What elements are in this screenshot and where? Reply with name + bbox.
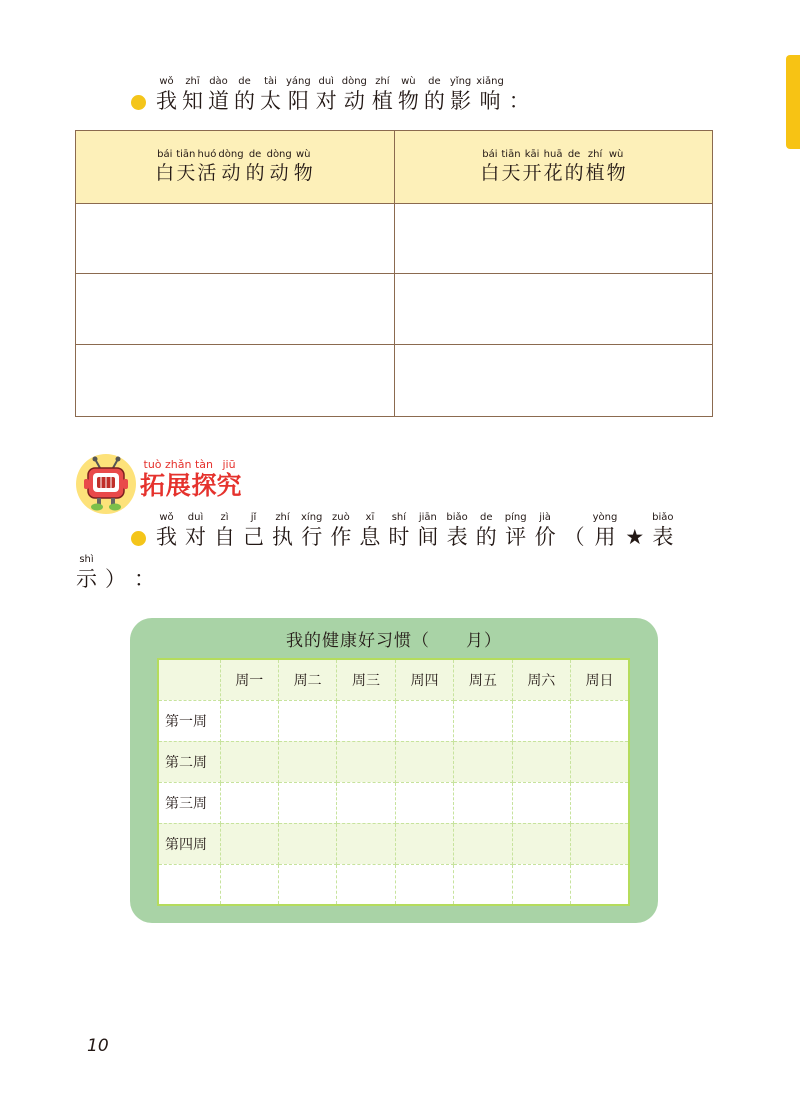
rating-cell[interactable] (337, 823, 395, 864)
table-row (158, 700, 629, 741)
pinyin-char (156, 76, 177, 114)
rating-cell[interactable] (454, 741, 512, 782)
pinyin: dòng (266, 149, 292, 160)
pinyin-char (523, 149, 542, 185)
sun-effect-table (75, 130, 713, 417)
rating-cell[interactable] (220, 823, 278, 864)
hanzi: 白 (155, 162, 175, 184)
hanzi: 太 (260, 89, 281, 113)
rating-cell[interactable] (337, 864, 395, 905)
pinyin-char (272, 512, 293, 550)
pinyin-char (424, 76, 445, 114)
pinyin: bái (482, 149, 498, 160)
hanzi: 花 (543, 162, 563, 184)
pinyin: bái (157, 149, 173, 160)
pinyin-char (535, 512, 556, 550)
pinyin-char (260, 76, 281, 114)
hanzi: 植 (585, 162, 605, 184)
question-2-continued (76, 554, 163, 592)
rating-cell[interactable] (278, 864, 336, 905)
hanzi: 物 (606, 162, 626, 184)
rating-cell[interactable] (512, 864, 570, 905)
row-header: 第一周 (158, 700, 220, 741)
pinyin-char (155, 149, 174, 185)
rating-cell[interactable] (571, 700, 629, 741)
hanzi: 的 (475, 525, 497, 549)
hanzi: 表 (652, 525, 674, 549)
pinyin-char (342, 76, 367, 114)
hanzi: ） (105, 567, 126, 591)
bullet-dot (131, 95, 146, 110)
rating-cell[interactable] (512, 782, 570, 823)
healthy-habits-card (130, 618, 658, 923)
rating-cell[interactable] (454, 700, 512, 741)
hanzi: 究 (216, 471, 242, 500)
rating-cell[interactable] (278, 782, 336, 823)
pinyin: de (248, 149, 262, 160)
column-header: 周五 (454, 659, 512, 700)
star-icon: ★ (625, 525, 645, 549)
pinyin-char (359, 512, 380, 550)
pinyin: zhí (375, 76, 390, 87)
column-header: 周二 (278, 659, 336, 700)
hanzi: 物 (293, 162, 313, 184)
pinyin: duì (187, 512, 204, 523)
rating-cell[interactable] (278, 823, 336, 864)
pinyin: jià (539, 512, 551, 523)
pinyin-char (446, 512, 467, 550)
pinyin-char (286, 76, 311, 114)
pinyin: jiū (222, 458, 236, 471)
pinyin-char (140, 459, 165, 501)
pinyin: xíng (301, 512, 323, 523)
hanzi: 天 (176, 162, 196, 184)
pinyin: wǒ (159, 76, 174, 87)
pinyin-char (372, 76, 393, 114)
pinyin: dòng (341, 76, 367, 87)
pinyin-char (388, 512, 409, 550)
hanzi: 我 (156, 525, 177, 549)
section-title (140, 459, 242, 501)
pinyin-char (565, 149, 584, 185)
pinyin-char (501, 149, 520, 185)
hanzi: 评 (505, 525, 527, 549)
header-daytime-flowers (395, 149, 713, 185)
table-row (158, 864, 629, 905)
hanzi: 的 (234, 89, 255, 113)
pinyin-char (105, 554, 126, 592)
pinyin: xī (365, 512, 375, 523)
pinyin-char (480, 149, 499, 185)
pinyin-char (450, 76, 471, 114)
page-number: 10 (87, 1036, 109, 1056)
rating-cell[interactable] (512, 700, 570, 741)
pinyin-char (134, 554, 155, 592)
row-header: 第三周 (158, 782, 220, 823)
rating-cell[interactable] (512, 823, 570, 864)
rating-cell[interactable] (395, 823, 453, 864)
pinyin-char (294, 149, 313, 185)
table-row (158, 782, 629, 823)
pinyin: wǒ (159, 512, 174, 523)
pinyin-char (76, 554, 97, 592)
pinyin-char (243, 512, 264, 550)
hanzi: 活 (197, 162, 217, 184)
hanzi: （ (563, 525, 585, 549)
rating-cell[interactable] (571, 782, 629, 823)
pinyin: kāi (524, 149, 540, 160)
pinyin: de (238, 76, 251, 87)
pinyin: zhī (185, 76, 200, 87)
hanzi: 探 (191, 471, 217, 500)
hanzi: ： (134, 567, 155, 591)
pinyin: shì (79, 554, 94, 565)
rating-cell[interactable] (220, 741, 278, 782)
rating-cell[interactable] (278, 700, 336, 741)
row-header (158, 864, 220, 905)
rating-cell[interactable] (571, 741, 629, 782)
pinyin: zì (220, 512, 229, 523)
pinyin-char (185, 512, 206, 550)
rating-cell[interactable] (278, 741, 336, 782)
pinyin: tiān (501, 149, 521, 160)
column-header: 周六 (512, 659, 570, 700)
rating-cell[interactable] (454, 782, 512, 823)
pinyin: huā (543, 149, 563, 160)
rating-cell[interactable] (337, 782, 395, 823)
hanzi: 天 (501, 162, 521, 184)
pinyin-char (176, 149, 195, 185)
hanzi: 对 (185, 525, 206, 549)
column-header: 周四 (395, 659, 453, 700)
answer-cell[interactable] (395, 345, 713, 416)
hanzi: 表 (446, 525, 468, 549)
pinyin: yǐng (449, 76, 472, 87)
pinyin: dòng (218, 149, 244, 160)
side-tab (786, 55, 800, 149)
hanzi: 行 (301, 525, 323, 549)
pinyin-char (625, 512, 644, 550)
answer-cell[interactable] (76, 274, 394, 344)
answer-cell[interactable] (76, 345, 394, 416)
rating-cell[interactable] (395, 741, 453, 782)
pinyin: de (480, 512, 493, 523)
pinyin: biǎo (446, 512, 468, 523)
pinyin-char (593, 512, 618, 550)
hanzi: ： (508, 89, 530, 113)
answer-cell[interactable] (395, 204, 713, 273)
hanzi: 拓 (140, 471, 166, 500)
pinyin: tài (264, 76, 277, 87)
question-2 (156, 512, 682, 550)
hanzi: 己 (243, 525, 264, 549)
hanzi: 示 (76, 567, 97, 591)
hanzi: 知 (182, 89, 203, 113)
bullet-dot (131, 531, 146, 546)
pinyin: tuò (143, 458, 162, 471)
card-title: 我的健康好习惯（ 月） (286, 631, 502, 651)
rating-cell[interactable] (571, 864, 629, 905)
rating-cell[interactable] (337, 700, 395, 741)
pinyin-char (544, 149, 563, 185)
pinyin-char (586, 149, 605, 185)
column-header: 周一 (220, 659, 278, 700)
pinyin-char (214, 512, 235, 550)
pinyin-char (417, 512, 438, 550)
pinyin: duì (318, 76, 334, 87)
pinyin: de (428, 76, 441, 87)
pinyin-char (267, 149, 292, 185)
hanzi: 展 (165, 471, 191, 500)
hanzi: 间 (417, 525, 439, 549)
pinyin-char (505, 512, 527, 550)
pinyin-char (234, 76, 255, 114)
rating-cell[interactable] (454, 823, 512, 864)
rating-cell[interactable] (220, 864, 278, 905)
pinyin-char (197, 149, 216, 185)
column-header: 周三 (337, 659, 395, 700)
hanzi: 白 (480, 162, 500, 184)
hanzi: 动 (343, 89, 365, 113)
pinyin: wù (401, 76, 416, 87)
pinyin: dào (209, 76, 228, 87)
pinyin: wù (608, 149, 624, 160)
pinyin-char (330, 512, 351, 550)
table-row (158, 741, 629, 782)
rating-cell[interactable] (395, 864, 453, 905)
hanzi: 价 (534, 525, 556, 549)
hanzi: 对 (315, 89, 337, 113)
hanzi: 物 (397, 89, 419, 113)
pinyin-char (218, 149, 243, 185)
pinyin: yáng (286, 76, 311, 87)
pinyin: biǎo (652, 512, 674, 523)
hanzi: 作 (330, 525, 352, 549)
pinyin: zhǎn (165, 458, 192, 471)
hanzi: 动 (221, 162, 241, 184)
pinyin-char (301, 512, 322, 550)
hanzi: 阳 (287, 89, 309, 113)
pinyin-char (564, 512, 585, 550)
hanzi: 动 (269, 162, 289, 184)
hanzi: 开 (522, 162, 542, 184)
pinyin: tàn (194, 458, 213, 471)
rating-cell[interactable] (454, 864, 512, 905)
column-header: 周日 (571, 659, 629, 700)
hanzi: 时 (388, 525, 410, 549)
hanzi: 道 (208, 89, 229, 113)
hanzi: 影 (450, 89, 472, 113)
pinyin: jiān (418, 512, 437, 523)
hanzi: 执 (272, 525, 293, 549)
pinyin: zuò (332, 512, 350, 523)
rating-cell[interactable] (337, 741, 395, 782)
pinyin: píng (504, 512, 527, 523)
rating-cell[interactable] (220, 782, 278, 823)
header-daytime-animals (76, 149, 394, 185)
answer-cell[interactable] (395, 274, 713, 344)
pinyin-char (191, 459, 216, 501)
pinyin-char (398, 76, 419, 114)
hanzi: 的 (245, 162, 265, 184)
hanzi: 的 (423, 89, 445, 113)
pinyin-char (607, 149, 626, 185)
pinyin-char (182, 76, 203, 114)
pinyin: xiǎng (476, 76, 504, 87)
answer-cell[interactable] (76, 204, 394, 273)
pinyin-char (156, 512, 177, 550)
rating-cell[interactable] (571, 823, 629, 864)
hanzi: 我 (156, 89, 177, 113)
rating-cell[interactable] (512, 741, 570, 782)
pinyin: tiān (176, 149, 196, 160)
hanzi: 自 (214, 525, 235, 549)
hanzi: 的 (564, 162, 584, 184)
column-header (158, 659, 220, 700)
pinyin: zhí (587, 149, 603, 160)
row-header: 第四周 (158, 823, 220, 864)
rating-cell[interactable] (220, 700, 278, 741)
pinyin: wù (295, 149, 311, 160)
rating-cell[interactable] (395, 700, 453, 741)
pinyin: huó (197, 149, 217, 160)
pinyin-char (217, 459, 242, 501)
habit-grid (157, 658, 630, 906)
pinyin: zhí (275, 512, 290, 523)
rating-cell[interactable] (395, 782, 453, 823)
table-row (158, 823, 629, 864)
pinyin-char (509, 76, 530, 114)
pinyin-char (246, 149, 265, 185)
pinyin: jǐ (250, 512, 257, 523)
hanzi: 植 (371, 89, 393, 113)
pinyin: de (567, 149, 581, 160)
pinyin-char (476, 512, 497, 550)
question-1 (156, 76, 535, 114)
pinyin: shí (391, 512, 407, 523)
pinyin-char (652, 512, 673, 550)
pinyin-char (208, 76, 229, 114)
hanzi: 息 (359, 525, 381, 549)
pinyin: yòng (592, 512, 618, 523)
pinyin-char (165, 459, 191, 501)
tv-robot-mascot-icon (75, 453, 137, 515)
row-header: 第二周 (158, 741, 220, 782)
pinyin-char (316, 76, 337, 114)
pinyin-char (476, 76, 504, 114)
hanzi: 用 (594, 525, 616, 549)
hanzi: 响 (479, 89, 501, 113)
